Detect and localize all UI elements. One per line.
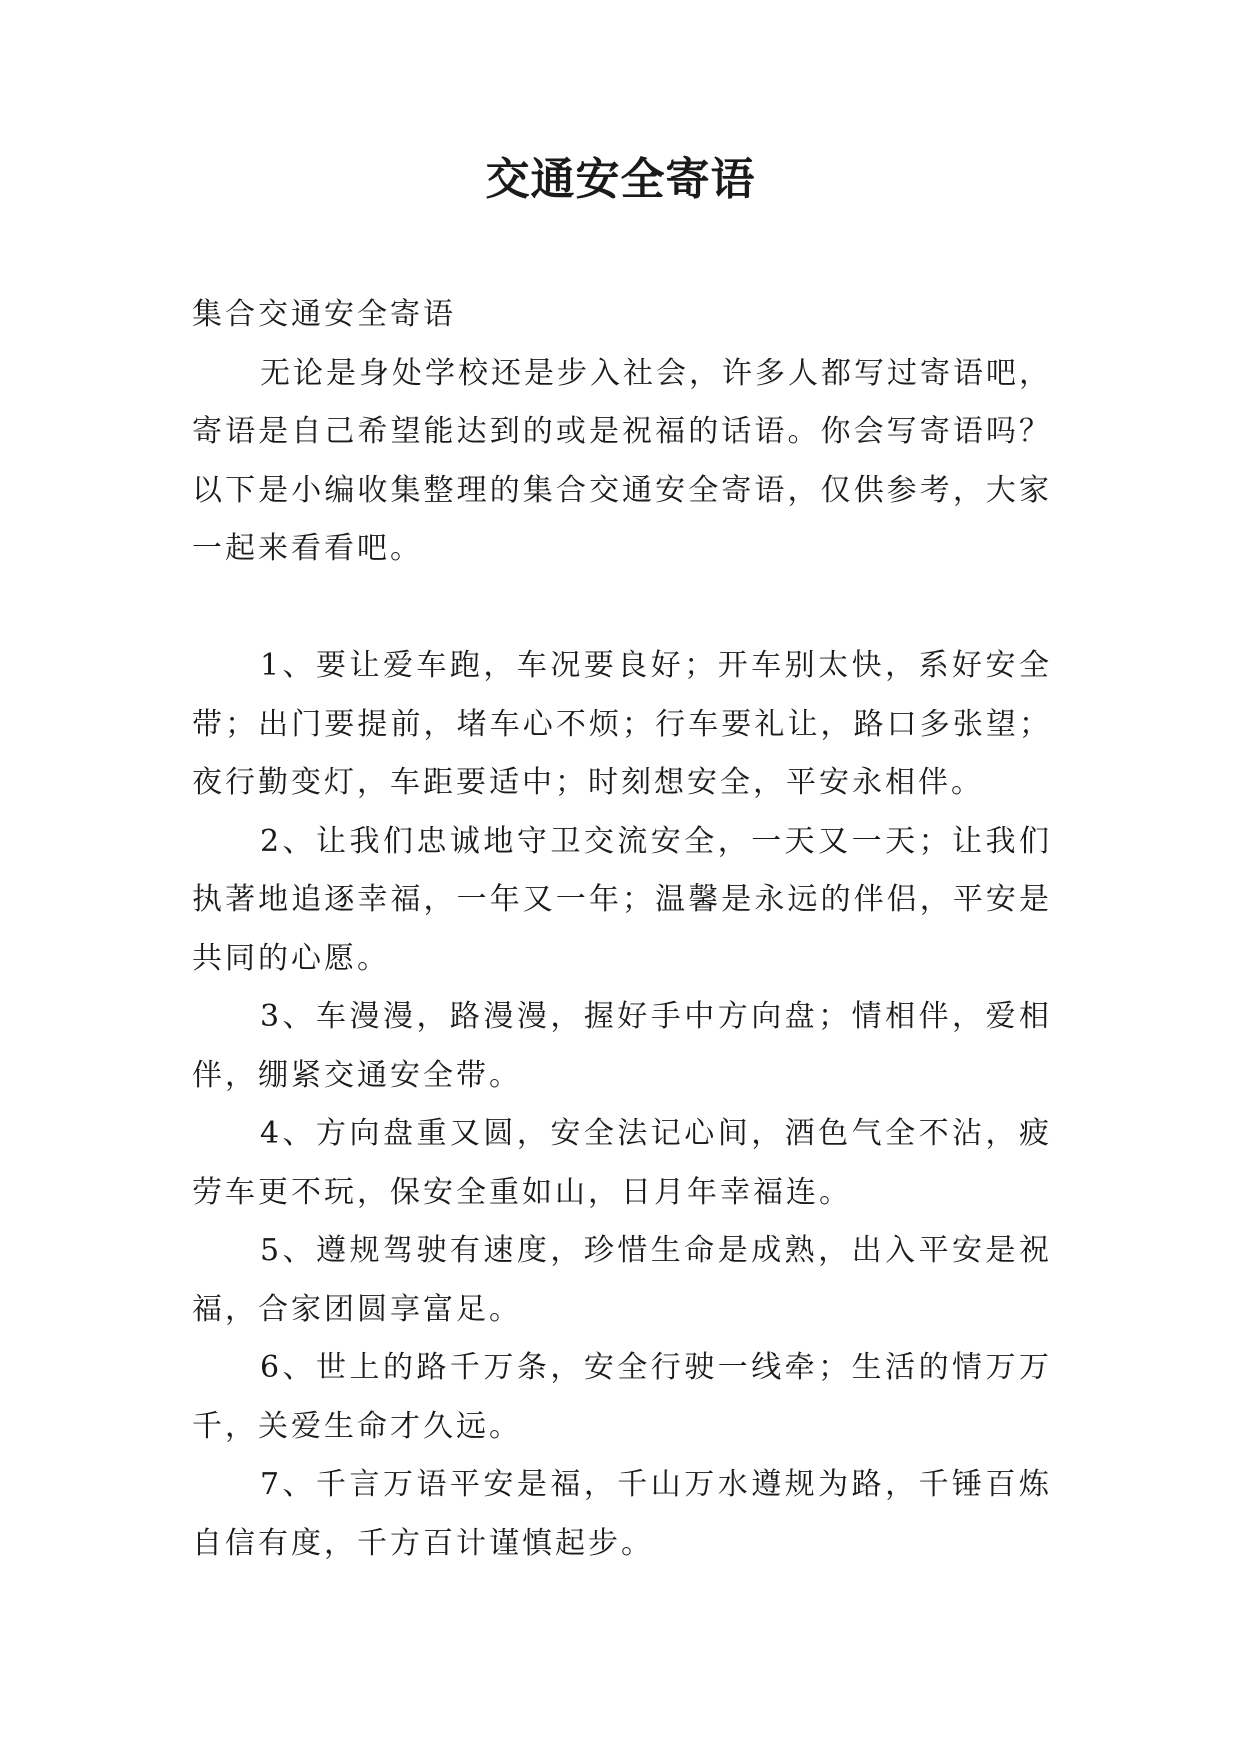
- list-item: 1、要让爱车跑，车况要良好；开车别太快，系好安全带；出门要提前，堵车心不烦；行车要礼让，路口多张望；夜行勤变灯，车距要适中；时刻想安全，平安永相伴。: [192, 648, 1052, 800]
- list-item: 2、让我们忠诚地守卫交流安全，一天又一天；让我们执著地追逐幸福，一年又一年；温馨是永远的伴侣，平安是共同的心愿。: [192, 823, 1052, 976]
- list-item: 4、方向盘重又圆，安全法记心间，酒色气全不沾，疲劳车更不玩，保安全重如山，日月年幸福连。: [192, 1116, 1052, 1210]
- list-item: 6、世上的路千万条，安全行驶一线牵；生活的情万万千，关爱生命才久远。: [192, 1350, 1052, 1444]
- list-item: 3、车漫漫，路漫漫，握好手中方向盘；情相伴，爱相伴，绷紧交通安全带。: [192, 999, 1052, 1093]
- document-body: [192, 286, 1052, 1573]
- list-item: 5、遵规驾驶有速度，珍惜生命是成熟，出入平安是祝福，合家团圆享富足。: [192, 1233, 1052, 1327]
- intro-paragraph: 无论是身处学校还是步入社会，许多人都写过寄语吧，寄语是自己希望能达到的或是祝福的话语。你会写寄语吗？以下是小编收集整理的集合交通安全寄语，仅供参考，大家一起来看看吧。: [192, 355, 1052, 566]
- list-item: 7、千言万语平安是福，千山万水遵规为路，千锤百炼自信有度，千方百计谨慎起步。: [192, 1467, 1052, 1561]
- document-subtitle: 集合交通安全寄语: [192, 297, 456, 332]
- document-title: 交通安全寄语: [485, 154, 756, 205]
- paragraph-spacer: [192, 579, 1052, 638]
